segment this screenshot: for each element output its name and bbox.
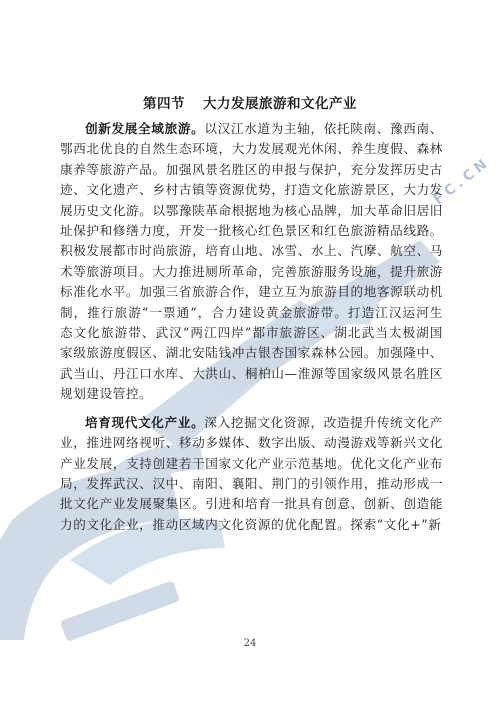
page-number: 24 xyxy=(243,638,257,649)
paragraph-tourism xyxy=(60,119,443,405)
paragraph-lead-tourism: 创新发展全域旅游。 xyxy=(85,121,205,136)
paragraph-text-culture: 深入挖掘文化资源，改造提升传统文化产业，推进网络视听、移动多媒体、数字出版、动漫游戏等新兴文化产业发展，支持创建若干国家文化产业示范基地。优化文化产业布局，发挥武汉、汉中、南阳、襄阳、荆门的引领作用，推动形成一批文化产业发展聚集区。引进和培育一批具有创意、创新、创造能力的文化企业，推动区域内文化资源的优化配置。探索“文化+”新 xyxy=(60,414,443,532)
paragraph-text-tourism: 以汉江水道为主轴，依托陕南、豫西南、鄂西北优良的自然生态环境，大力发展观光休闲、养生度假、森林康养等旅游产品。加强风景名胜区的申报与保护，充分发挥历史古迹、文化遗产、乡村古镇等资源优势，打造文化旅游景区，大力发展历史文化游。以鄂豫陕革命根据地为核心品牌，加大革命旧居旧址保护和修缮力度，开发一批核心红色景区和红色旅游精品线路。积极发展都市时尚旅游，培育山地、冰雪、水上、汽摩、航空、马术等旅游项目。大力推进厕所革命，完善旅游服务设施，提升旅游标准化水平。加强三省旅游合作，建立互为旅游目的地客源联动机制，推行旅游“一票通”，合力建设黄金旅游带。打造江汉运河生态文化旅游带、武汉“两江四岸”都市旅游区、湖北武当太极湖国家级旅游度假区、湖北安陆钱冲古银杏国家森林公园。加强隆中、武当山、丹江口水库、大洪山、桐柏山—淮源等国家级风景名胜区规划建设管控。 xyxy=(60,121,443,402)
body-text xyxy=(60,119,443,535)
paragraph-lead-culture: 培育现代文化产业。 xyxy=(85,414,205,430)
section-number: 第四节 xyxy=(143,96,185,112)
watermark-site-text: FC.CN xyxy=(430,154,494,209)
section-heading xyxy=(0,92,500,112)
section-title: 大力发展旅游和文化产业 xyxy=(203,96,357,112)
paragraph-culture xyxy=(60,413,443,535)
